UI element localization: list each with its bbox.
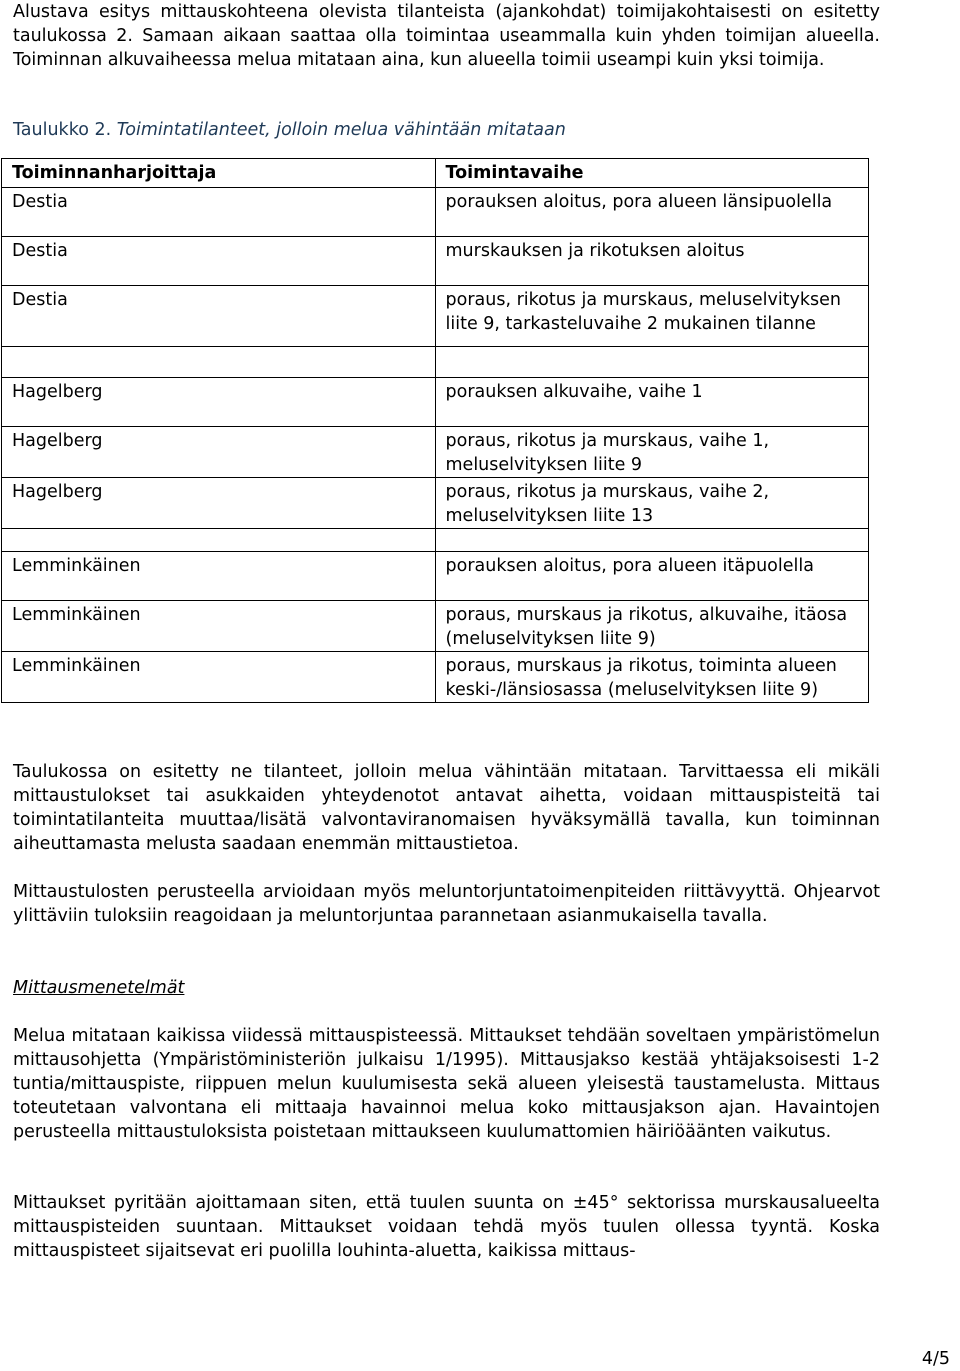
cell-operator: Lemminkäinen [2, 652, 436, 703]
table-row [2, 427, 869, 478]
section-heading: Mittausmenetelmät [13, 978, 185, 998]
cell-phase: poraus, murskaus ja rikotus, toiminta alueen keski-/länsiosassa (meluselvityksen liite 9) [435, 652, 869, 703]
header-phase: Toimintavaihe [435, 159, 869, 188]
table-row [2, 601, 869, 652]
cell-phase: poraus, rikotus ja murskaus, vaihe 2, meluselvityksen liite 13 [435, 478, 869, 529]
table-caption-label: Taulukko 2. [13, 120, 112, 140]
intro-paragraph: Alustava esitys mittauskohteena olevista tilanteista (ajankohdat) toimijakohtaisesti on esitetty taulukossa 2. Samaan aikaan saattaa olla toimintaa useammalla kuin yhden toimijan alueella. Toiminnan alkuvaiheessa melua mitataan aina, kun alueella toimii useampi kuin yksi toimija. [13, 2, 880, 70]
cell-operator: Destia [2, 188, 436, 237]
cell-operator: Hagelberg [2, 478, 436, 529]
page-number: 4/5 [921, 1349, 950, 1369]
cell-operator: Lemminkäinen [2, 601, 436, 652]
cell-phase: poraus, murskaus ja rikotus, alkuvaihe, itäosa (meluselvityksen liite 9) [435, 601, 869, 652]
table-spacer-row [2, 347, 869, 378]
header-operator: Toiminnanharjoittaja [2, 159, 436, 188]
cell-phase: poraus, rikotus ja murskaus, meluselvityksen liite 9, tarkasteluvaihe 2 mukainen tilanne [435, 286, 869, 347]
cell-phase: porauksen aloitus, pora alueen länsipuolella [435, 188, 869, 237]
cell-operator: Hagelberg [2, 378, 436, 427]
cell-operator: Destia [2, 286, 436, 347]
body-paragraph-2: Mittaustulosten perusteella arvioidaan myös meluntorjuntatoimenpiteiden riittävyyttä. Ohjearvot ylittäviin tuloksiin reagoidaan ja meluntorjuntaa parannetaan asianmukaisella tavalla. [13, 882, 880, 926]
spacer-cell [435, 529, 869, 552]
body-paragraph-1: Taulukossa on esitetty ne tilanteet, jolloin melua vähintään mitataan. Tarvittaessa eli mikäli mittaustulokset tai asukkaiden yhteydenotot antavat aihetta, voidaan mittauspisteitä tai toimintatilanteita muuttaa/lisätä valvontaviranomaisen hyväksymällä tavalla, kun toiminnan aiheuttamasta melusta saadaan enemmän mittaustietoa. [13, 762, 880, 854]
cell-operator: Lemminkäinen [2, 552, 436, 601]
activity-table [1, 158, 869, 703]
table-spacer-row [2, 529, 869, 552]
cell-operator: Destia [2, 237, 436, 286]
body-paragraph-4: Mittaukset pyritään ajoittamaan siten, että tuulen suunta on ±45° sektorissa murskausalueelta mittauspisteiden suuntaan. Mittaukset voidaan tehdä myös tuulen ollessa tyyntä. Koska mittauspisteet sijaitsevat eri puolilla louhinta-aluetta, kaikissa mittaus- [13, 1193, 880, 1261]
cell-phase: murskauksen ja rikotuksen aloitus [435, 237, 869, 286]
spacer-cell [2, 347, 436, 378]
table-row [2, 478, 869, 529]
body-paragraph-3: Melua mitataan kaikissa viidessä mittauspisteessä. Mittaukset tehdään soveltaen ympäristömelun mittausohjetta (Ympäristöministeriön julkaisu 1/1995). Mittausjakso kestää yhtäjaksoisesti 1-2 tuntia/mittauspiste, riippuen melun kuulumisesta sekä alueen yleisestä taustamelusta. Mittaus toteutetaan valvontana eli mittaaja havainnoi melua koko mittausjakson ajan. Havaintojen perusteella mittaustuloksista poistetaan mittaukseen kuulumattomien häiriöäänten vaikutus. [13, 1026, 880, 1142]
table-row [2, 237, 869, 286]
cell-phase: porauksen aloitus, pora alueen itäpuolella [435, 552, 869, 601]
table-row [2, 652, 869, 703]
cell-phase: porauksen alkuvaihe, vaihe 1 [435, 378, 869, 427]
table-header-row [2, 159, 869, 188]
table-row [2, 552, 869, 601]
spacer-cell [435, 347, 869, 378]
cell-operator: Hagelberg [2, 427, 436, 478]
table-caption-text: Toimintatilanteet, jolloin melua vähintään mitataan [116, 120, 566, 140]
table-caption [13, 118, 566, 142]
table-row [2, 286, 869, 347]
table-row [2, 378, 869, 427]
table-row [2, 188, 869, 237]
cell-phase: poraus, rikotus ja murskaus, vaihe 1, meluselvityksen liite 9 [435, 427, 869, 478]
spacer-cell [2, 529, 436, 552]
